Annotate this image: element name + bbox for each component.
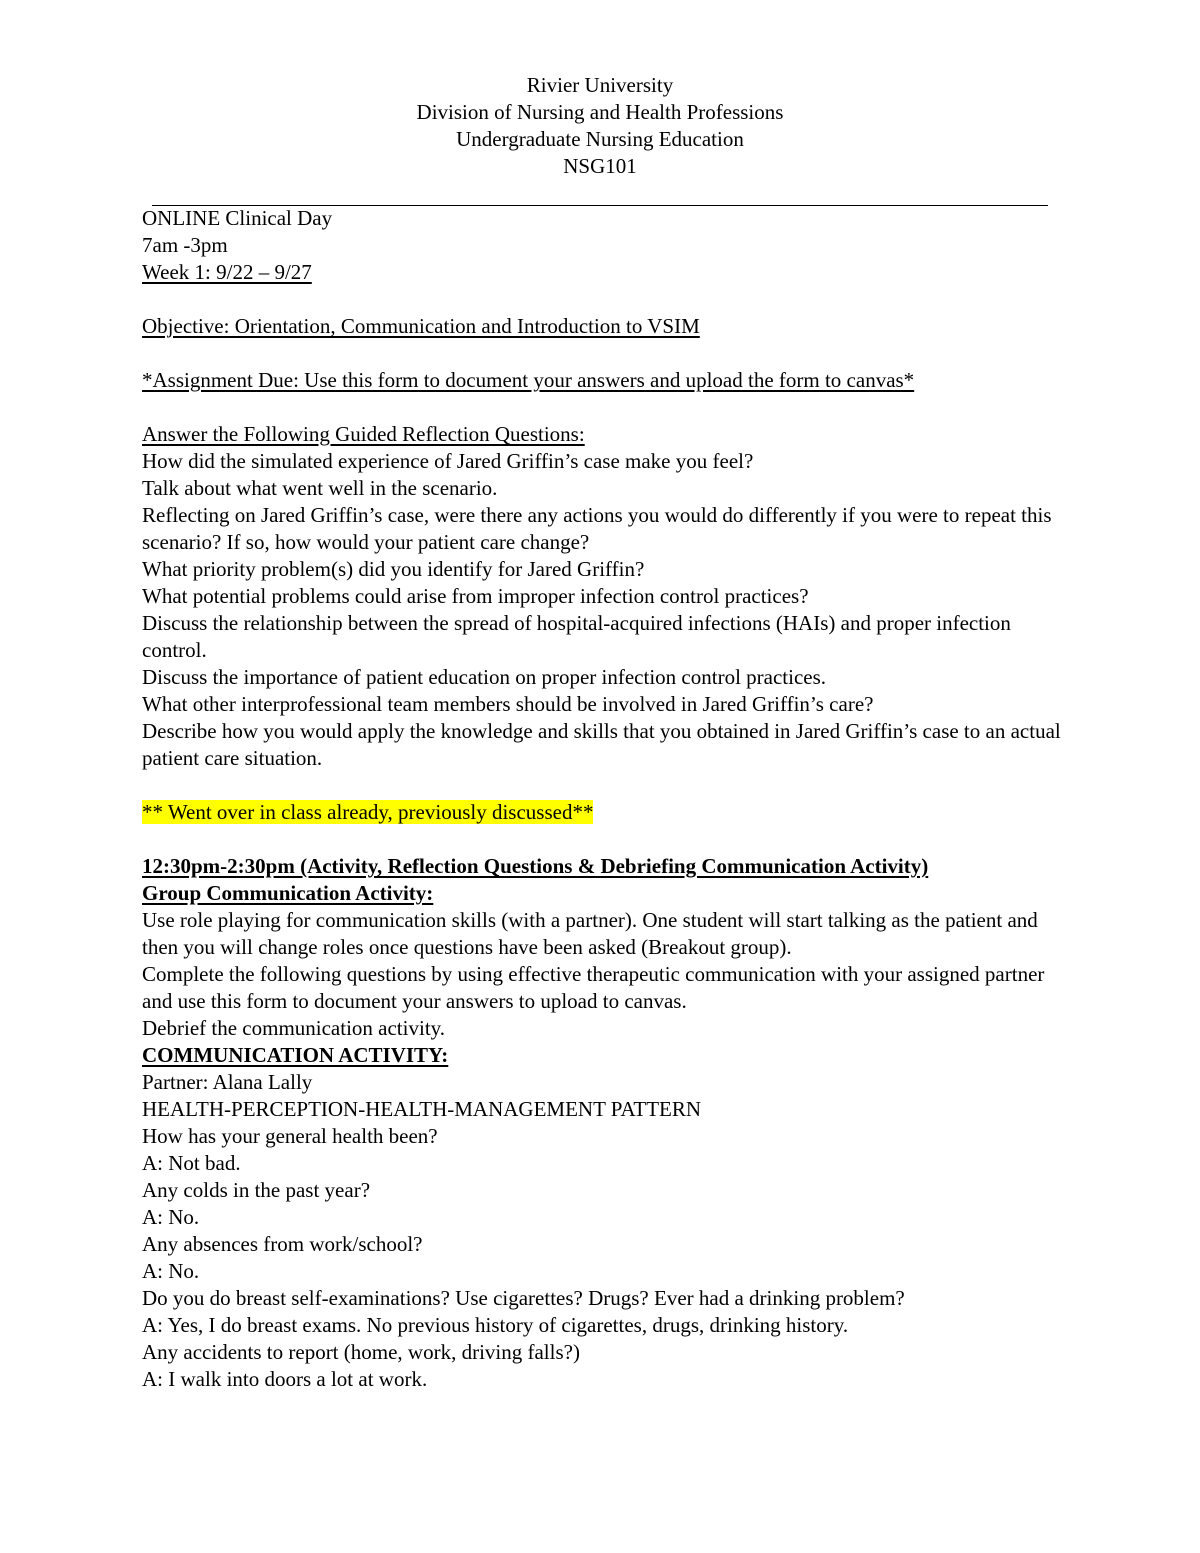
qa-line: Any accidents to report (home, work, driving falls?) bbox=[142, 1340, 580, 1364]
qa-line: A: No. bbox=[142, 1205, 200, 1229]
activity-instruction: Debrief the communication activity. bbox=[142, 1016, 446, 1040]
reflection-question: Describe how you would apply the knowledge and skills that you obtained in Jared Griffin’s case to an actual patient care situation. bbox=[142, 719, 1061, 770]
activity-instruction: Complete the following questions by using effective therapeutic communication with your assigned partner and use this form to document your answers to upload to canvas. bbox=[142, 962, 1045, 1013]
reflection-question: How did the simulated experience of Jared Griffin’s case make you feel? bbox=[142, 449, 754, 473]
assignment-line: *Assignment Due: Use this form to document your answers and upload the form to canvas* bbox=[142, 368, 915, 392]
pattern-heading: HEALTH-PERCEPTION-HEALTH-MANAGEMENT PATTERN bbox=[142, 1097, 702, 1121]
qa-line: How has your general health been? bbox=[142, 1124, 438, 1148]
division-name: Division of Nursing and Health Professions bbox=[416, 100, 784, 124]
communication-heading: COMMUNICATION ACTIVITY: bbox=[142, 1043, 449, 1067]
session-week: Week 1: 9/22 – 9/27 bbox=[142, 260, 312, 284]
reflection-question: Discuss the importance of patient education on proper infection control practices. bbox=[142, 665, 827, 689]
reflection-question: Talk about what went well in the scenario. bbox=[142, 476, 498, 500]
program-name: Undergraduate Nursing Education bbox=[456, 127, 744, 151]
qa-line: A: I walk into doors a lot at work. bbox=[142, 1367, 428, 1391]
reflection-question: What priority problem(s) did you identify for Jared Griffin? bbox=[142, 557, 645, 581]
reflection-question: Discuss the relationship between the spread of hospital-acquired infections (HAIs) and proper infection control. bbox=[142, 611, 1011, 662]
reflection-question: What potential problems could arise from improper infection control practices? bbox=[142, 584, 809, 608]
document-body bbox=[142, 205, 1072, 1393]
document-header bbox=[0, 72, 1200, 180]
qa-line: A: Not bad. bbox=[142, 1151, 241, 1175]
university-name: Rivier University bbox=[526, 73, 674, 97]
session-title: ONLINE Clinical Day bbox=[142, 206, 333, 230]
activity-instruction: Use role playing for communication skills (with a partner). One student will start talking as the patient and then you will change roles once questions have been asked (Breakout group). bbox=[142, 908, 1038, 959]
session-hours: 7am -3pm bbox=[142, 233, 228, 257]
qa-line: Do you do breast self-examinations? Use cigarettes? Drugs? Ever had a drinking problem? bbox=[142, 1286, 905, 1310]
qa-line: A: No. bbox=[142, 1259, 200, 1283]
highlighted-note: ** Went over in class already, previously discussed** bbox=[142, 800, 594, 824]
qa-line: A: Yes, I do breast exams. No previous history of cigarettes, drugs, drinking history. bbox=[142, 1313, 849, 1337]
reflection-question: What other interprofessional team members should be involved in Jared Griffin’s care? bbox=[142, 692, 874, 716]
partner-line: Partner: Alana Lally bbox=[142, 1070, 313, 1094]
objective-line: Objective: Orientation, Communication and Introduction to VSIM bbox=[142, 314, 700, 338]
activity-time-heading: 12:30pm-2:30pm (Activity, Reflection Questions & Debriefing Communication Activity) bbox=[142, 854, 929, 878]
qa-line: Any colds in the past year? bbox=[142, 1178, 371, 1202]
qa-line: Any absences from work/school? bbox=[142, 1232, 423, 1256]
course-code: NSG101 bbox=[563, 154, 637, 178]
reflection-heading: Answer the Following Guided Reflection Questions: bbox=[142, 422, 585, 446]
group-activity-heading: Group Communication Activity: bbox=[142, 881, 434, 905]
reflection-question: Reflecting on Jared Griffin’s case, were there any actions you would do differently if you were to repeat this scenario? If so, how would your patient care change? bbox=[142, 503, 1052, 554]
